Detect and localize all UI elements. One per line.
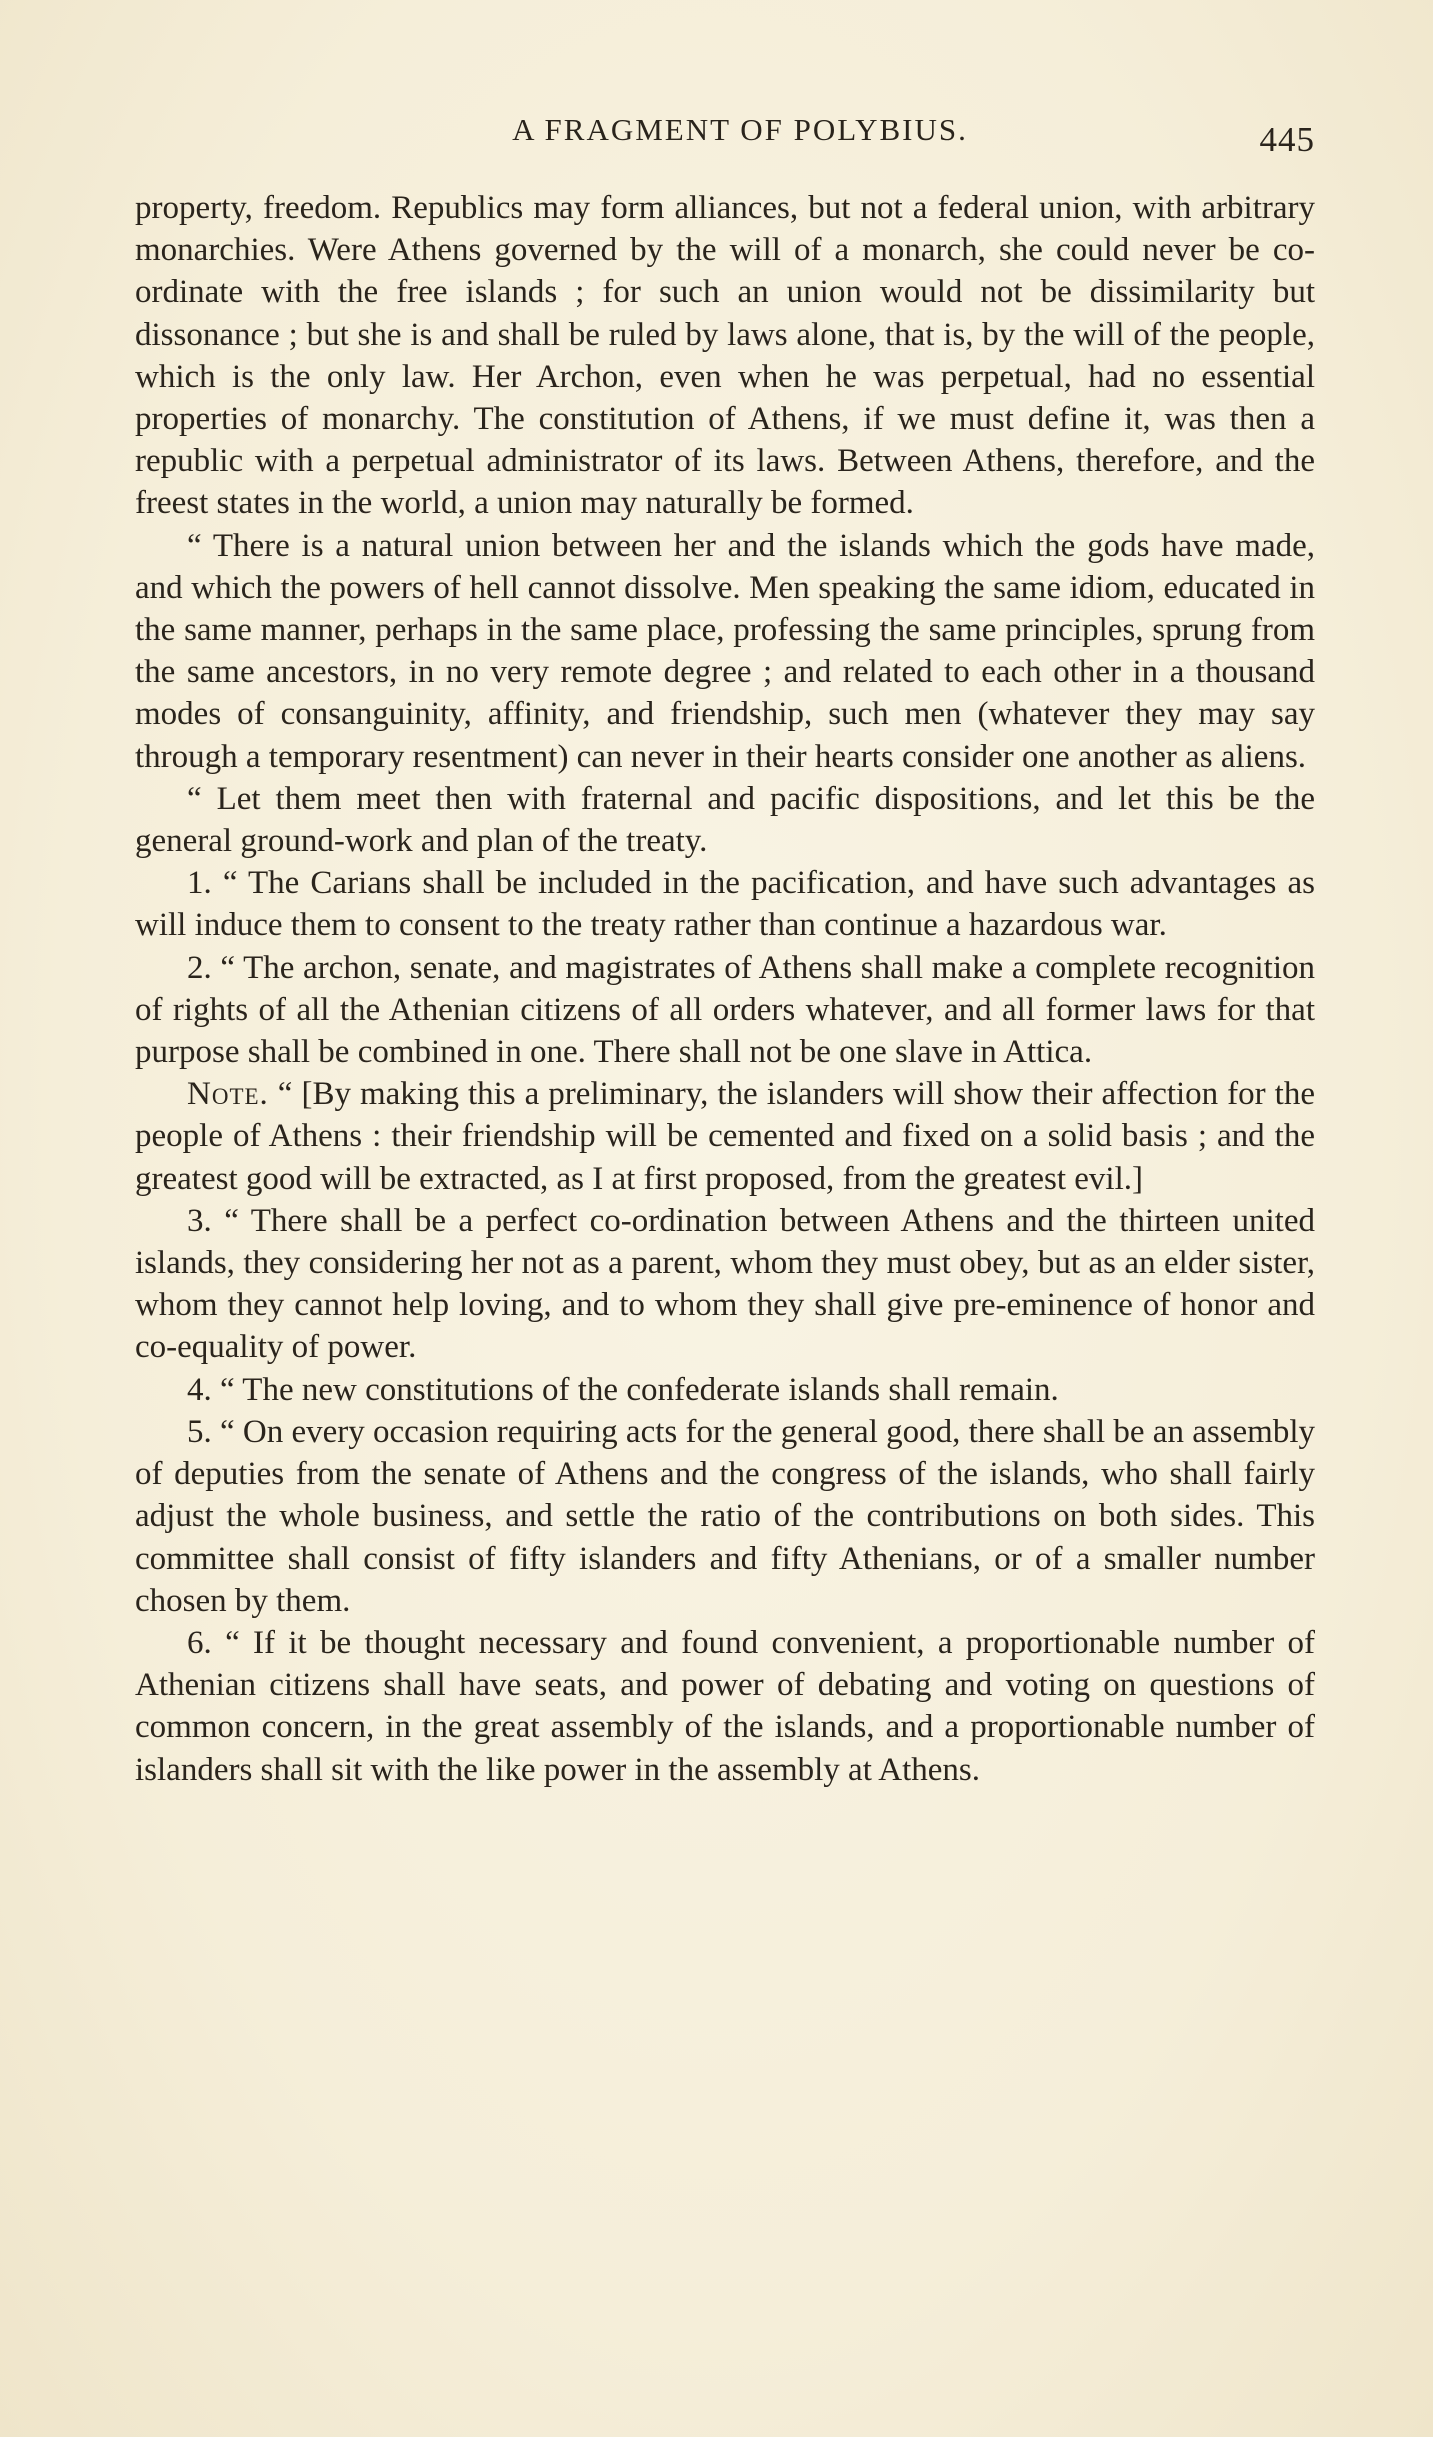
paragraph-text: 3. “ There shall be a perfect co-ordination between Athens and the thirteen united islands, they considering her not as a parent, whom they must obey, but as an elder sister, whom they cannot help loving, and to whom they shall give pre-eminence of honor and co-equality of power.	[135, 1202, 1315, 1366]
paragraph-text: 5. “ On every occasion requiring acts for the general good, there shall be an assembly of deputies from the senate of Athens and the congress of the islands, who shall fairly adjust the whole business, and settle the ratio of the contributions on both sides. This committee shall consist of fifty islanders and fifty Athenians, or of a smaller number chosen by them.	[135, 1413, 1316, 1619]
running-head	[135, 112, 1315, 162]
paragraph	[135, 778, 1315, 862]
paragraph-text: 2. “ The archon, senate, and magistrates of Athens shall make a complete recognition of rights of all the Athenian citizens of all orders whatever, and all former laws for that purpose shall be combined in one. There shall not be one slave in Attica.	[135, 949, 1315, 1071]
treaty-article	[135, 1411, 1315, 1622]
treaty-article	[135, 1369, 1315, 1411]
paragraph-text: 1. “ The Carians shall be included in the pacification, and have such advantages as will induce them to consent to the treaty rather than continue a hazardous war.	[135, 865, 1315, 944]
treaty-article	[135, 947, 1315, 1074]
note-label: Note.	[187, 1076, 269, 1113]
paragraph-text: 6. “ If it be thought necessary and found convenient, a proportionable number of Athenian citizens shall have seats, and power of debating and voting on questions of common concern, in the great assembly of the islands, and a proportionable number of islanders shall sit with the like power in the assembly at Athens.	[135, 1624, 1315, 1788]
body-text	[135, 187, 1315, 1791]
paragraph-text: “ [By making this a preliminary, the islanders will show their affection for the people of Athens : their friendship will be cemented and fixed on a solid basis ; and the greatest good will be extracted, as I at first proposed, from the greatest evil.]	[135, 1076, 1315, 1197]
treaty-article	[135, 1622, 1315, 1791]
paragraph	[135, 525, 1315, 778]
paragraph-text: 4. “ The new constitutions of the confederate islands shall remain.	[187, 1371, 1059, 1408]
paragraph-text: property, freedom. Republics may form alliances, but not a federal union, with arbitrary monarchies. Were Athens governed by the will of a monarch, she could never be co-ordinate with the free islands ; for such an union would not be dissimilarity but dissonance ; but she is and shall be ruled by laws alone, that is, by the will of the people, which is the only law. Her Archon, even when he was perpetual, had no essential properties of monarchy. The constitution of Athens, if we must define it, was then a republic with a perpetual administrator of its laws. Between Athens, therefore, and the freest states in the world, a union may naturally be formed.	[135, 190, 1315, 522]
paragraph	[135, 187, 1315, 525]
paragraph-text: “ There is a natural union between her and the islands which the gods have made, and which the powers of hell cannot dissolve. Men speaking the same idiom, educated in the same manner, perhaps in the same place, professing the same principles, sprung from the same ancestors, in no very remote degree ; and related to each other in a thousand modes of consanguinity, affinity, and friendship, such men (whatever they may say through a temporary resentment) can never in their hearts consider one another as aliens.	[135, 527, 1315, 775]
note-paragraph	[135, 1073, 1315, 1200]
treaty-article	[135, 1200, 1315, 1369]
running-title: A FRAGMENT OF POLYBIUS.	[512, 112, 968, 147]
page-number: 445	[1259, 120, 1315, 159]
treaty-article	[135, 862, 1315, 946]
paragraph-text: “ Let them meet then with fraternal and pacific dispositions, and let this be the general ground-work and plan of the treaty.	[135, 780, 1315, 860]
